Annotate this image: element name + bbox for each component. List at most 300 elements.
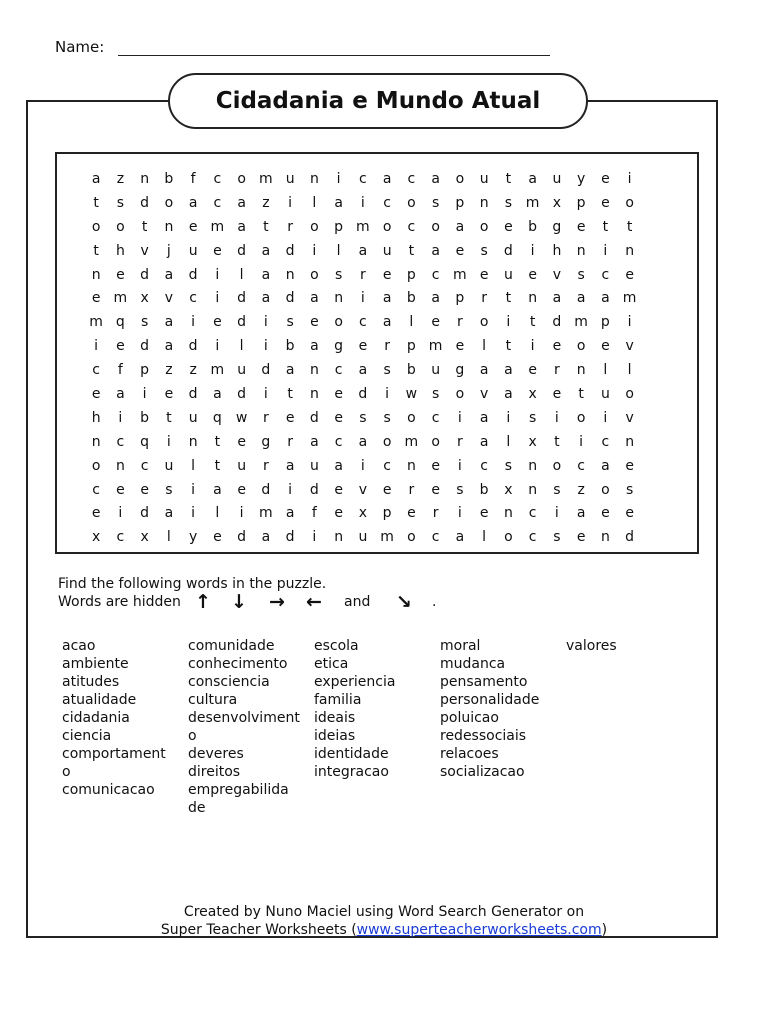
grid-letter: o: [407, 194, 416, 211]
grid-letter: e: [625, 505, 634, 522]
grid-letter: n: [309, 171, 319, 187]
grid-letter: d: [188, 338, 198, 355]
word-list-item: deveres: [188, 746, 244, 762]
grid-letter: s: [116, 194, 125, 211]
grid-letter: t: [93, 242, 99, 259]
grid-letter: o: [431, 433, 440, 450]
grid-letter: n: [576, 362, 586, 379]
grid-letter: i: [263, 338, 268, 355]
diagonal-down-right-arrow-icon: ↘: [396, 591, 412, 613]
grid-letter: q: [115, 314, 125, 331]
grid-letter: i: [263, 314, 268, 331]
grid-letter: d: [552, 314, 562, 331]
grid-letter: i: [191, 481, 196, 498]
grid-letter: c: [359, 171, 367, 187]
word-list-item: moral: [440, 638, 481, 654]
grid-letter: i: [215, 290, 220, 307]
grid-letter: i: [312, 242, 317, 259]
grid-letter: d: [237, 290, 247, 307]
grid-letter: i: [360, 194, 365, 211]
grid-letter: d: [237, 242, 247, 259]
grid-letter: n: [309, 386, 319, 403]
word-list-item: identidade: [314, 746, 389, 762]
grid-letter: y: [576, 171, 586, 187]
grid-letter: e: [213, 314, 222, 331]
grid-letter: t: [505, 338, 512, 355]
grid-letter: d: [285, 242, 295, 259]
grid-letter: t: [578, 386, 584, 403]
grid-letter: l: [506, 433, 511, 450]
grid-letter: i: [506, 409, 511, 426]
grid-letter: i: [312, 529, 317, 546]
grid-letter: a: [164, 266, 174, 283]
grid-letter: a: [310, 290, 319, 307]
grid-letter: p: [334, 218, 344, 235]
grid-letter: o: [91, 218, 101, 235]
word-list-item: ideias: [314, 728, 356, 744]
grid-letter: o: [237, 171, 246, 187]
word-list-item: relacoes: [440, 746, 499, 762]
grid-letter: e: [91, 290, 101, 307]
word-list-column-2: [188, 637, 300, 817]
grid-letter: i: [627, 314, 632, 331]
grid-letter: m: [428, 338, 443, 355]
grid-letter: c: [334, 433, 343, 450]
grid-letter: z: [165, 362, 173, 379]
grid-letter: c: [334, 362, 343, 379]
grid-letter: n: [406, 457, 416, 474]
grid-letter: n: [528, 290, 538, 307]
grid-letter: z: [116, 171, 125, 187]
grid-letter: m: [210, 362, 225, 379]
grid-letter: f: [190, 171, 196, 187]
grid-letter: a: [479, 409, 489, 426]
grid-letter: r: [287, 218, 293, 235]
grid-letter: s: [553, 481, 561, 498]
grid-letter: a: [310, 433, 319, 450]
grid-letter: v: [552, 266, 562, 283]
grid-letter: c: [92, 481, 100, 498]
grid-letter: p: [576, 194, 586, 211]
grid-letter: r: [287, 433, 293, 450]
grid-letter: i: [118, 505, 123, 522]
name-label: Name:: [55, 38, 105, 56]
grid-letter: n: [625, 433, 635, 450]
grid-letter: d: [309, 481, 319, 498]
grid-letter: c: [601, 433, 610, 450]
grid-letter: n: [309, 362, 319, 379]
word-list-item: familia: [314, 692, 362, 708]
grid-letter: a: [285, 362, 295, 379]
grid-letter: t: [214, 457, 221, 474]
grid-letter: e: [116, 338, 125, 355]
grid-letter: a: [431, 242, 440, 259]
grid-letter: d: [358, 386, 368, 403]
grid-letter: b: [140, 409, 150, 426]
grid-letter: d: [285, 290, 295, 307]
grid-letter: o: [601, 481, 610, 498]
grid-letter: e: [334, 386, 343, 403]
grid-letter: o: [576, 409, 586, 426]
grid-letter: n: [528, 481, 538, 498]
grid-letter: e: [576, 529, 586, 546]
grid-letter: t: [602, 218, 609, 235]
grid-letter: a: [601, 457, 610, 474]
grid-letter: a: [382, 314, 392, 331]
grid-letter: e: [407, 505, 416, 522]
grid-letter: u: [503, 266, 513, 283]
grid-letter: e: [552, 338, 562, 355]
grid-letter: i: [215, 266, 220, 283]
and-word: and: [344, 594, 371, 610]
grid-letter: u: [479, 171, 489, 187]
grid-letter: o: [310, 218, 319, 235]
grid-letter: n: [91, 433, 101, 450]
word-list-item: redessociais: [440, 728, 527, 744]
grid-letter: e: [625, 457, 634, 474]
grid-letter: d: [237, 529, 247, 546]
name-line: [118, 55, 550, 56]
grid-letter: u: [188, 409, 198, 426]
grid-letter: p: [406, 338, 416, 355]
grid-letter: e: [310, 314, 319, 331]
grid-letter: e: [237, 481, 246, 498]
grid-letter: m: [356, 218, 370, 235]
grid-letter: u: [358, 529, 368, 546]
grid-letter: e: [213, 529, 222, 546]
word-list-item: ciencia: [62, 728, 112, 744]
word-list-item: acao: [62, 638, 96, 654]
grid-letter: p: [455, 290, 465, 307]
grid-letter: q: [140, 433, 150, 450]
grid-letter: n: [576, 242, 586, 259]
grid-letter: i: [288, 194, 293, 211]
grid-letter: i: [603, 409, 608, 426]
grid-letter: a: [576, 290, 586, 307]
grid-letter: m: [574, 314, 588, 331]
grid-letter: b: [528, 218, 538, 235]
grid-letter: x: [552, 194, 562, 211]
grid-letter: p: [406, 266, 416, 283]
grid-letter: a: [334, 457, 343, 474]
grid-letter: z: [262, 194, 270, 211]
grid-letter: u: [431, 362, 441, 379]
grid-letter: t: [626, 218, 633, 235]
grid-letter: r: [262, 457, 269, 474]
grid-letter: c: [577, 457, 585, 474]
grid-letter: u: [600, 386, 610, 403]
grid-letter: a: [528, 171, 537, 187]
grid-letter: d: [237, 386, 247, 403]
grid-letter: l: [239, 266, 244, 283]
grid-letter: l: [603, 362, 608, 379]
grid-letter: e: [188, 218, 198, 235]
grid-letter: e: [116, 266, 125, 283]
word-list-item: consciencia: [188, 674, 270, 690]
grid-letter: r: [384, 338, 390, 355]
grid-letter: i: [457, 409, 462, 426]
grid-letter: e: [479, 266, 489, 283]
grid-letter: g: [261, 433, 271, 450]
grid-letter: a: [601, 290, 610, 307]
grid-letter: c: [92, 362, 100, 379]
grid-letter: x: [91, 529, 101, 546]
grid-letter: s: [553, 529, 561, 546]
grid-letter: e: [164, 386, 174, 403]
grid-letter: o: [479, 218, 489, 235]
grid-letter: d: [625, 529, 635, 546]
grid-letter: l: [409, 314, 414, 331]
grid-letter: o: [455, 386, 465, 403]
grid-letter: r: [262, 409, 269, 426]
grid-letter: o: [116, 218, 125, 235]
grid-letter: o: [576, 338, 586, 355]
word-list-item: direitos: [188, 764, 241, 780]
grid-letter: m: [113, 290, 128, 307]
grid-letter: f: [311, 505, 317, 522]
grid-letter: z: [189, 362, 197, 379]
grid-letter: x: [140, 529, 149, 546]
grid-letter: a: [310, 338, 319, 355]
grid-letter: v: [140, 242, 149, 259]
grid-letter: x: [504, 481, 513, 498]
grid-letter: s: [456, 481, 464, 498]
grid-letter: l: [239, 338, 244, 355]
grid-letter: r: [432, 505, 439, 522]
grid-letter: c: [359, 314, 367, 331]
grid-letter: d: [140, 266, 150, 283]
grid-letter: o: [91, 457, 101, 474]
grid-letter: o: [625, 194, 634, 211]
grid-letter: r: [408, 481, 415, 498]
grid-letter: c: [480, 457, 488, 474]
footer-link[interactable]: www.superteacherworksheets.com: [356, 922, 602, 938]
grid-letter: h: [91, 409, 101, 426]
grid-letter: d: [140, 505, 150, 522]
word-list-item: o: [62, 764, 71, 780]
up-arrow-icon: ↑: [195, 591, 211, 613]
grid-letter: n: [91, 266, 101, 283]
instruction-line-1: Find the following words in the puzzle.: [58, 576, 327, 592]
grid-letter: p: [600, 314, 610, 331]
grid-letter: a: [261, 290, 271, 307]
word-list-item: mudanca: [440, 656, 506, 672]
grid-letter: m: [89, 314, 103, 331]
grid-letter: b: [406, 362, 416, 379]
grid-letter: i: [506, 314, 511, 331]
right-arrow-icon: →: [269, 591, 285, 613]
grid-letter: u: [237, 457, 247, 474]
grid-letter: i: [603, 242, 608, 259]
left-arrow-icon: ←: [306, 591, 322, 613]
footer-site-prefix: Super Teacher Worksheets (: [160, 922, 357, 938]
grid-letter: m: [259, 505, 273, 522]
grid-letter: a: [188, 194, 198, 211]
grid-letter: n: [334, 529, 344, 546]
grid-letter: a: [358, 433, 368, 450]
grid-letter: l: [482, 529, 487, 546]
grid-letter: e: [382, 266, 392, 283]
grid-letter: t: [287, 386, 293, 403]
grid-letter: a: [455, 529, 465, 546]
grid-letter: r: [456, 433, 463, 450]
grid-letter: l: [482, 338, 487, 355]
grid-letter: c: [601, 266, 610, 283]
grid-letter: i: [360, 290, 365, 307]
grid-letter: c: [116, 433, 125, 450]
word-list-item: experiencia: [314, 674, 396, 690]
grid-letter: a: [382, 171, 392, 187]
grid-letter: o: [334, 314, 343, 331]
grid-letter: d: [140, 338, 150, 355]
grid-letter: o: [310, 266, 319, 283]
grid-letter: i: [288, 481, 293, 498]
grid-letter: t: [93, 194, 99, 211]
grid-letter: c: [213, 171, 222, 187]
grid-letter: i: [191, 505, 196, 522]
grid-letter: i: [118, 409, 123, 426]
grid-letter: e: [601, 505, 610, 522]
grid-letter: o: [479, 314, 489, 331]
grid-letter: g: [455, 362, 465, 379]
grid-letter: d: [140, 194, 150, 211]
word-list-item: o: [188, 728, 197, 744]
footer-site: [0, 922, 768, 938]
grid-letter: i: [554, 505, 559, 522]
grid-letter: b: [406, 290, 416, 307]
grid-letter: u: [382, 242, 392, 259]
grid-letter: p: [382, 505, 392, 522]
down-arrow-icon: ↓: [231, 591, 247, 613]
grid-letter: r: [456, 314, 463, 331]
grid-letter: i: [530, 338, 535, 355]
grid-letter: s: [334, 266, 343, 283]
grid-letter: j: [166, 242, 171, 259]
word-list-column-1: [62, 637, 166, 799]
grid-letter: o: [407, 409, 416, 426]
grid-letter: a: [431, 290, 440, 307]
grid-letter: a: [116, 386, 125, 403]
grid-letter: c: [528, 529, 537, 546]
grid-letter: p: [455, 194, 465, 211]
grid-letter: v: [479, 386, 489, 403]
grid-letter: e: [116, 481, 125, 498]
grid-letter: m: [404, 433, 419, 450]
grid-letter: d: [261, 362, 271, 379]
grid-letter: i: [94, 338, 99, 355]
grid-letter: r: [481, 290, 487, 307]
grid-letter: n: [334, 290, 344, 307]
grid-letter: a: [431, 171, 440, 187]
grid-letter: s: [504, 194, 513, 211]
word-list-column-4: [440, 637, 539, 781]
grid-letter: l: [627, 362, 632, 379]
grid-letter: f: [117, 362, 123, 379]
grid-letter: u: [552, 171, 562, 187]
grid-letter: d: [309, 409, 319, 426]
grid-letter: a: [285, 457, 295, 474]
grid-letter: a: [91, 171, 101, 187]
instruction-period: .: [432, 594, 437, 610]
grid-letter: c: [431, 529, 440, 546]
grid-letter: n: [115, 457, 125, 474]
grid-letter: t: [505, 171, 512, 187]
grid-letter: e: [601, 338, 610, 355]
grid-letter: n: [188, 433, 198, 450]
word-list-item: valores: [566, 638, 617, 654]
grid-letter: u: [164, 457, 174, 474]
grid-letter: x: [140, 290, 149, 307]
grid-letter: t: [263, 218, 269, 235]
grid-letter: n: [285, 266, 295, 283]
grid-letter: u: [237, 362, 247, 379]
grid-letter: m: [210, 218, 225, 235]
grid-letter: x: [528, 386, 537, 403]
grid-letter: s: [359, 409, 367, 426]
grid-letter: c: [431, 266, 440, 283]
grid-letter: v: [625, 409, 634, 426]
grid-letter: o: [455, 171, 465, 187]
grid-letter: l: [336, 242, 341, 259]
grid-letter: s: [431, 386, 440, 403]
grid-letter: a: [261, 529, 271, 546]
grid-letter: e: [91, 386, 101, 403]
grid-letter: e: [552, 386, 562, 403]
grid-letter: z: [577, 481, 585, 498]
grid-letter: o: [431, 218, 440, 235]
grid-letter: a: [237, 218, 246, 235]
grid-letter: n: [600, 529, 610, 546]
grid-letter: i: [191, 314, 196, 331]
grid-letter: n: [140, 171, 150, 187]
grid-letter: a: [164, 505, 174, 522]
grid-letter: c: [140, 457, 149, 474]
grid-letter: d: [188, 266, 198, 283]
grid-letter: b: [285, 338, 295, 355]
grid-letter: t: [166, 409, 172, 426]
grid-letter: m: [525, 194, 540, 211]
grid-letter: e: [140, 481, 149, 498]
grid-letter: v: [164, 290, 174, 307]
grid-letter: t: [408, 242, 415, 259]
grid-letter: a: [479, 362, 489, 379]
word-list-item: ideais: [314, 710, 356, 726]
grid-letter: c: [213, 194, 222, 211]
grid-letter: t: [554, 433, 560, 450]
word-list-item: comportament: [62, 746, 166, 762]
word-list-item: ambiente: [62, 656, 129, 672]
grid-letter: o: [382, 218, 392, 235]
grid-letter: s: [480, 242, 488, 259]
grid-letter: u: [188, 242, 198, 259]
grid-letter: l: [215, 505, 220, 522]
word-list-item: escola: [314, 638, 359, 654]
grid-letter: c: [189, 290, 197, 307]
grid-letter: o: [504, 529, 513, 546]
grid-letter: a: [504, 362, 513, 379]
grid-letter: t: [214, 433, 221, 450]
word-list-item: atualidade: [62, 692, 137, 708]
word-list-item: de: [188, 800, 206, 816]
grid-letter: h: [552, 242, 562, 259]
word-list-item: integracao: [314, 764, 389, 780]
word-list-item: desenvolviment: [188, 710, 300, 726]
grid-letter: o: [382, 433, 392, 450]
grid-letter: s: [528, 409, 537, 426]
grid-letter: e: [334, 481, 343, 498]
grid-letter: v: [358, 481, 368, 498]
grid-letter: l: [191, 457, 196, 474]
